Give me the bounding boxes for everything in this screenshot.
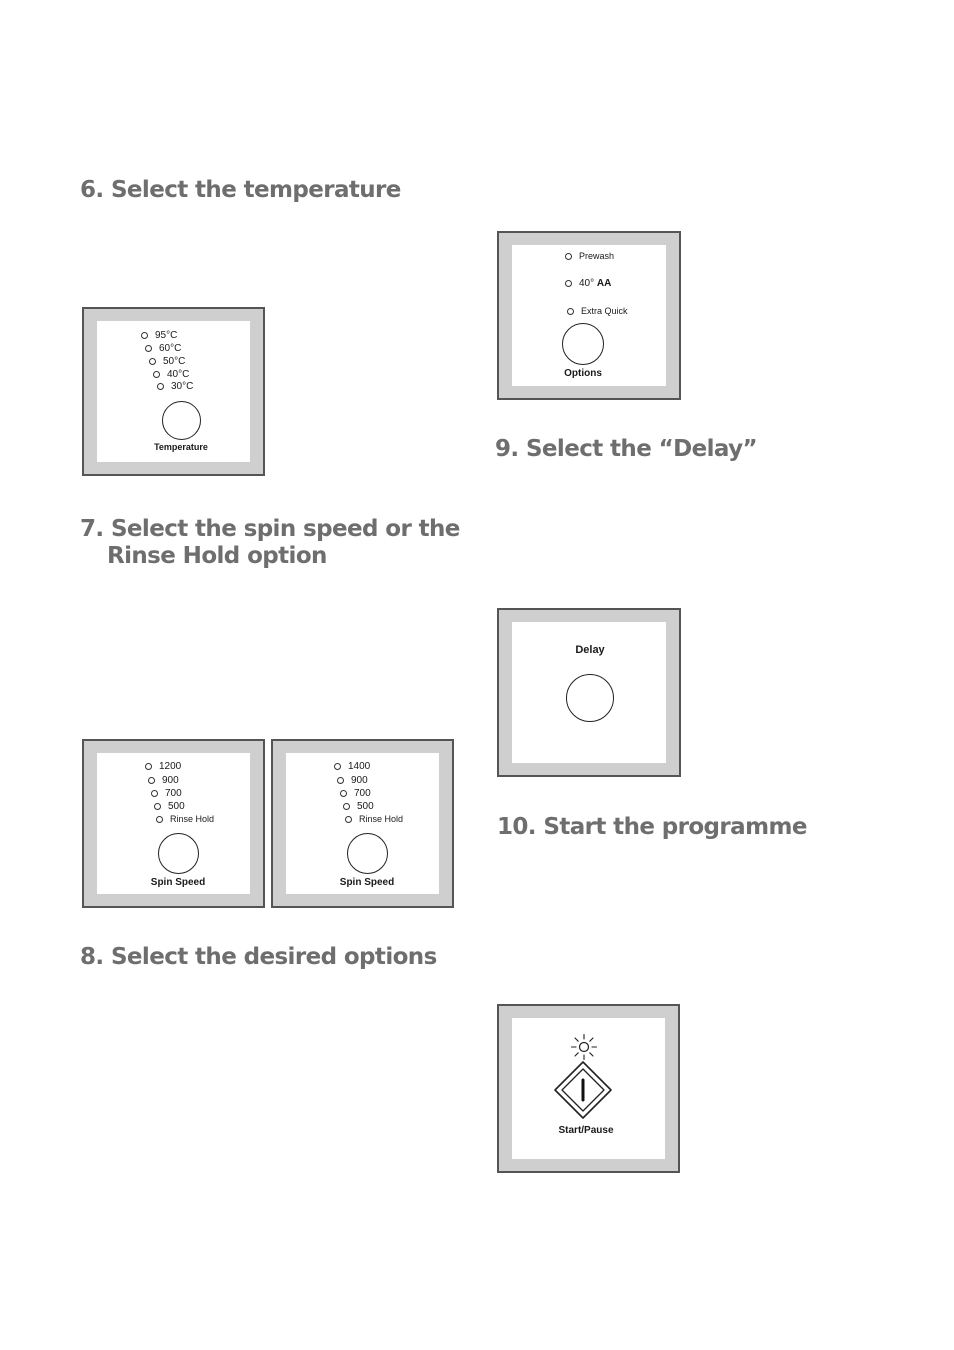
delay-panel — [497, 608, 681, 777]
led-indicator-icon — [345, 816, 352, 823]
spin-speed-button[interactable] — [347, 833, 388, 874]
step-7-heading: 7. Select the spin speed or the Rinse Hold option — [80, 516, 460, 569]
spin-led-rinse-hold: Rinse Hold — [156, 814, 214, 824]
led-indicator-icon — [343, 803, 350, 810]
led-indicator-icon — [145, 763, 152, 770]
sun-icon — [570, 1033, 598, 1061]
start-pause-panel — [497, 1004, 680, 1173]
temperature-led-40: 40°C — [153, 369, 189, 380]
temperature-led-60: 60°C — [145, 343, 181, 354]
delay-panel-face — [512, 622, 666, 763]
led-indicator-icon — [567, 308, 574, 315]
step-9-heading: 9. Select the “Delay” — [495, 436, 758, 462]
temperature-button[interactable] — [162, 401, 201, 440]
led-indicator-icon — [153, 371, 160, 378]
temperature-panel-face — [97, 321, 250, 462]
options-button[interactable] — [562, 323, 604, 365]
spin-speed-button[interactable] — [158, 833, 199, 874]
led-indicator-icon — [156, 816, 163, 823]
led-indicator-icon — [334, 763, 341, 770]
delay-button[interactable] — [566, 674, 614, 722]
spin-led-rinse-hold: Rinse Hold — [345, 814, 403, 824]
led-indicator-icon — [149, 358, 156, 365]
spin-speed-label: Spin Speed — [150, 877, 206, 888]
temperature-led-30: 30°C — [157, 381, 193, 392]
start-pause-label: Start/Pause — [558, 1125, 614, 1136]
options-led-40-aa: 40° AA — [565, 278, 611, 289]
spin-led-900: 900 — [148, 775, 179, 786]
start-pause-icon[interactable] — [553, 1060, 613, 1120]
step-6-heading: 6. Select the temperature — [80, 177, 401, 203]
options-led-extra-quick: Extra Quick — [567, 306, 628, 316]
spin-speed-panel-face — [286, 753, 439, 894]
spin-speed-panel-face — [97, 753, 250, 894]
led-indicator-icon — [340, 790, 347, 797]
options-panel — [497, 231, 681, 400]
step-10-heading: 10. Start the programme — [497, 814, 807, 840]
temperature-led-95: 95°C — [141, 330, 177, 341]
spin-speed-panel-1200 — [82, 739, 265, 908]
options-label: Options — [564, 368, 602, 379]
spin-led-1200: 1200 — [145, 761, 181, 772]
step-8-heading: 8. Select the desired options — [80, 944, 437, 970]
start-pause-panel-face — [512, 1018, 665, 1159]
led-indicator-icon — [141, 332, 148, 339]
spin-led-500: 500 — [154, 801, 185, 812]
delay-label: Delay — [575, 644, 605, 656]
spin-speed-panel-1400 — [271, 739, 454, 908]
spin-led-700: 700 — [151, 788, 182, 799]
temperature-panel — [82, 307, 265, 476]
temperature-label: Temperature — [154, 442, 208, 452]
spin-led-1400: 1400 — [334, 761, 370, 772]
spin-speed-label: Spin Speed — [339, 877, 395, 888]
options-panel-face — [512, 245, 666, 386]
spin-led-900: 900 — [337, 775, 368, 786]
led-indicator-icon — [157, 383, 164, 390]
led-indicator-icon — [565, 280, 572, 287]
led-indicator-icon — [565, 253, 572, 260]
spin-led-500: 500 — [343, 801, 374, 812]
options-led-prewash: Prewash — [565, 251, 614, 261]
led-indicator-icon — [337, 777, 344, 784]
led-indicator-icon — [145, 345, 152, 352]
led-indicator-icon — [154, 803, 161, 810]
spin-led-700: 700 — [340, 788, 371, 799]
led-indicator-icon — [151, 790, 158, 797]
led-indicator-icon — [148, 777, 155, 784]
temperature-led-50: 50°C — [149, 356, 185, 367]
